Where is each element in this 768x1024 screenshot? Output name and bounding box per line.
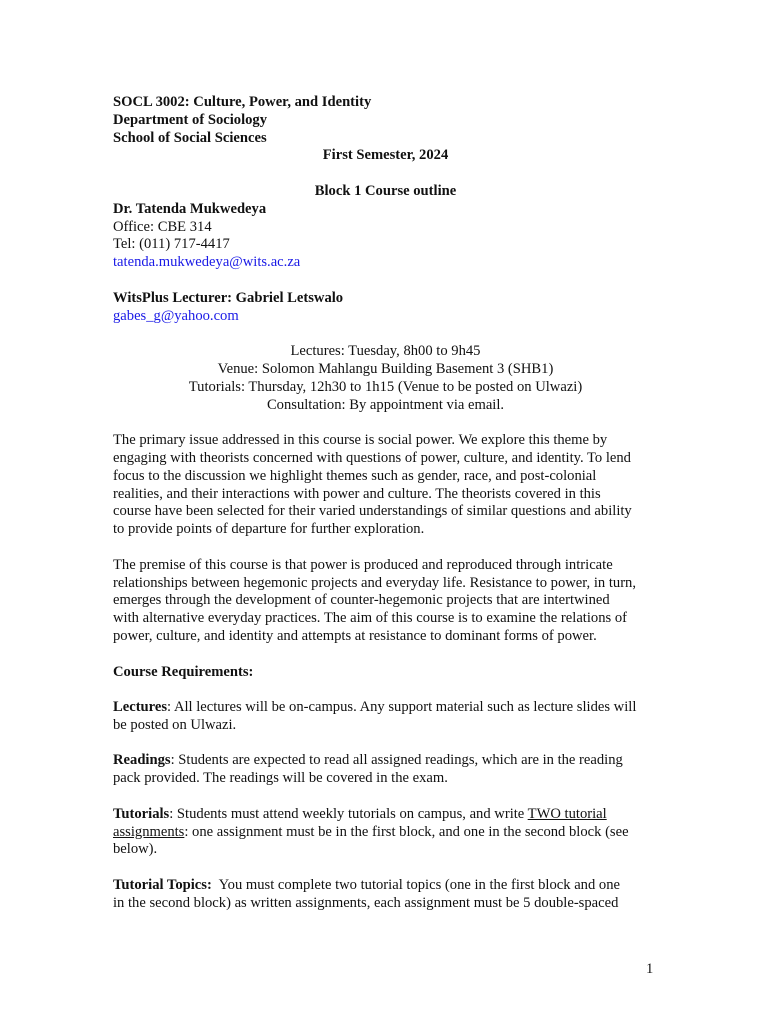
paragraph-line: engaging with theorists concerned with questions of power, culture, and identity. To lend bbox=[113, 449, 631, 466]
lecturer-office: Office: CBE 314 bbox=[113, 218, 212, 235]
tutorials-text: : Students must attend weekly tutorials on campus, and write bbox=[169, 805, 528, 822]
readings-label: Readings bbox=[113, 752, 171, 769]
topics-label: Tutorial Topics: bbox=[113, 877, 212, 894]
readings-requirement bbox=[113, 752, 658, 788]
paragraph-line: pack provided. The readings will be covered in the exam. bbox=[113, 770, 448, 787]
spacer bbox=[113, 414, 658, 432]
department-name: Department of Sociology bbox=[113, 111, 268, 128]
page-number: 1 bbox=[646, 961, 654, 977]
witsplus-lecturer: WitsPlus Lecturer: Gabriel Letswalo bbox=[113, 289, 344, 306]
lecturer-email-link[interactable]: tatenda.mukwedeya@wits.ac.za bbox=[113, 254, 301, 271]
paragraph-line: in the second block) as written assignments, each assignment must be 5 double-spaced bbox=[113, 894, 619, 911]
lectures-text: : All lectures will be on-campus. Any support material such as lecture slides will bbox=[167, 699, 637, 716]
intro-paragraph-2 bbox=[113, 557, 658, 646]
paragraph-line: power, culture, and identity and attempts at resistance to dominant forms of power. bbox=[113, 627, 597, 644]
paragraph-line: emerges through the development of counter-hegemonic projects that are intertwined bbox=[113, 592, 610, 609]
paragraph-line: realities, and their interactions with power and culture. The theorists covered in this bbox=[113, 485, 601, 502]
tutorials-label: Tutorials bbox=[113, 805, 170, 822]
tutorial-time: Tutorials: Thursday, 12h30 to 1h15 (Venue to be posted on Ulwazi) bbox=[188, 378, 583, 395]
paragraph-line bbox=[113, 752, 658, 770]
course-title: SOCL 3002: Culture, Power, and Identity bbox=[113, 94, 372, 110]
tutorials-text: : one assignment must be in the first block, and one in the second block (see bbox=[184, 823, 629, 840]
outline-title: Block 1 Course outline bbox=[314, 182, 457, 199]
requirements-heading: Course Requirements: bbox=[113, 663, 254, 680]
consultation-info: Consultation: By appointment via email. bbox=[266, 396, 505, 413]
paragraph-line: be posted on Ulwazi. bbox=[113, 716, 237, 733]
spacer bbox=[113, 735, 658, 753]
lecturer-name: Dr. Tatenda Mukwedeya bbox=[113, 200, 267, 217]
school-name: School of Social Sciences bbox=[113, 129, 267, 146]
lectures-requirement bbox=[113, 699, 658, 735]
paragraph-line: course have been selected for their varied understandings of similar questions and ability bbox=[113, 503, 632, 520]
paragraph-line: with alternative everyday practices. The aim of this course is to examine the relations of bbox=[113, 610, 627, 627]
paragraph-line bbox=[113, 699, 658, 717]
paragraph-line bbox=[113, 824, 658, 842]
spacer bbox=[113, 272, 658, 290]
spacer bbox=[113, 681, 658, 699]
paragraph-line: focus to the discussion we highlight themes such as gender, race, and post-colonial bbox=[113, 467, 597, 484]
intro-paragraph-1 bbox=[113, 432, 658, 539]
spacer bbox=[113, 646, 658, 664]
spacer bbox=[113, 539, 658, 557]
tutorials-requirement bbox=[113, 806, 658, 859]
document-page bbox=[113, 94, 658, 913]
assignments-emphasis: assignments bbox=[113, 823, 185, 840]
paragraph-line bbox=[113, 877, 658, 895]
readings-text: : Students are expected to read all assigned readings, which are in the reading bbox=[170, 752, 623, 769]
paragraph-line: The premise of this course is that power is produced and reproduced through intricate bbox=[113, 556, 613, 573]
topics-text: You must complete two tutorial topics (one in the first block and one bbox=[211, 877, 620, 894]
paragraph-line: below). bbox=[113, 841, 158, 858]
spacer bbox=[113, 165, 658, 183]
spacer bbox=[113, 325, 658, 343]
semester-label: First Semester, 2024 bbox=[322, 147, 449, 164]
lectures-label: Lectures bbox=[113, 699, 168, 716]
witsplus-email-link[interactable]: gabes_g@yahoo.com bbox=[113, 307, 239, 324]
lecture-venue: Venue: Solomon Mahlangu Building Basement 3 (SHB1) bbox=[217, 360, 554, 377]
paragraph-line: The primary issue addressed in this course is social power. We explore this theme by bbox=[113, 432, 608, 449]
lecturer-tel: Tel: (011) 717-4417 bbox=[113, 236, 230, 253]
lecture-time: Lectures: Tuesday, 8h00 to 9h45 bbox=[290, 343, 481, 360]
spacer bbox=[113, 788, 658, 806]
tutorial-topics-requirement bbox=[113, 877, 658, 913]
paragraph-line: relationships between hegemonic projects and everyday life. Resistance to power, in turn, bbox=[113, 574, 637, 591]
paragraph-line bbox=[113, 806, 658, 824]
paragraph-line: to provide points of departure for further exploration. bbox=[113, 521, 425, 538]
tutorial-count-emphasis: TWO tutorial bbox=[527, 805, 607, 822]
spacer bbox=[113, 859, 658, 877]
